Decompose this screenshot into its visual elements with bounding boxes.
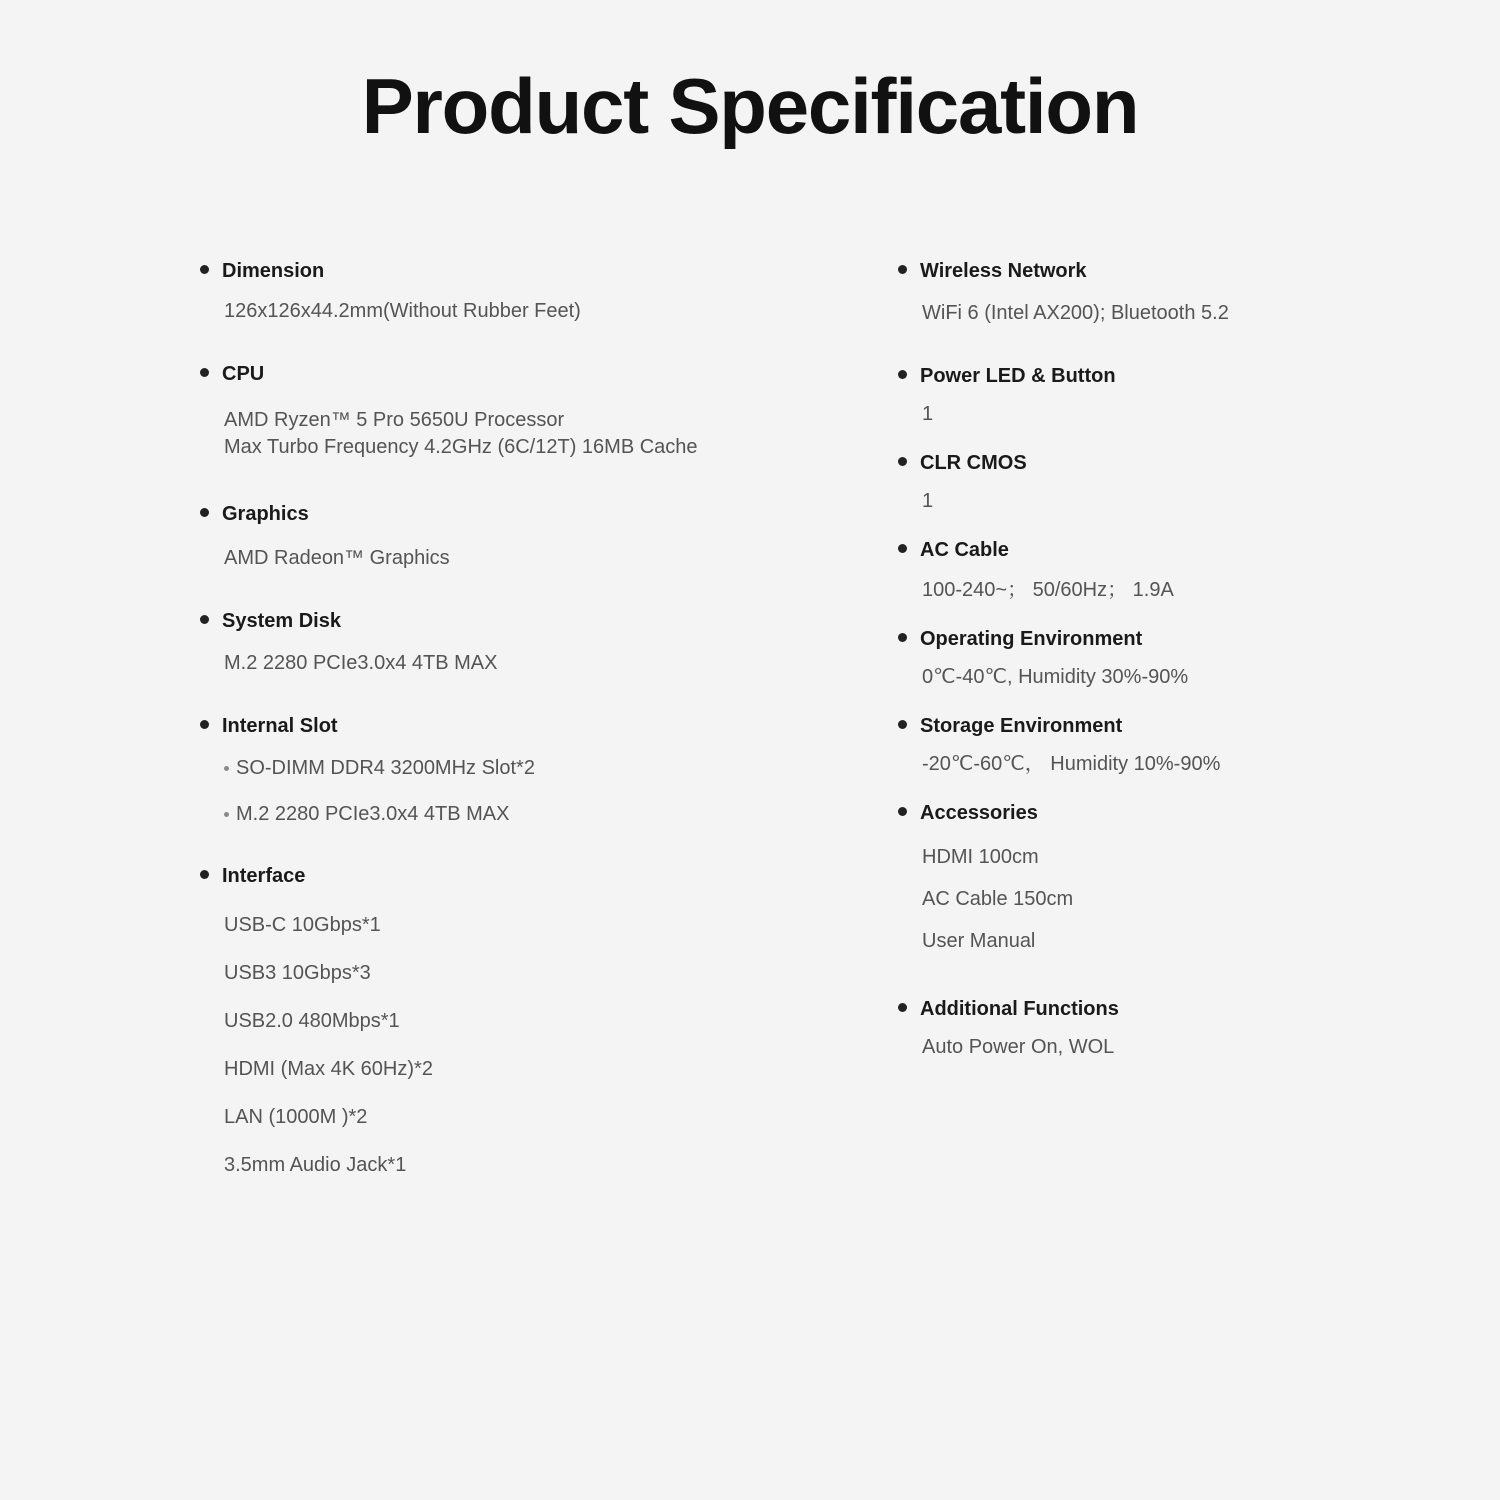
spec-value: USB-C 10Gbps*1 (224, 914, 381, 936)
spec-label-text: Dimension (222, 260, 325, 282)
spec-item-wireless-network (890, 258, 1500, 329)
bullet-icon (898, 633, 907, 642)
spec-value: HDMI 100cm (922, 846, 1039, 868)
spec-column-left (0, 258, 740, 1203)
spec-item-system-disk (192, 608, 740, 679)
spec-value: AMD Radeon™ Graphics (224, 547, 450, 569)
spec-label (890, 258, 1500, 284)
bullet-icon (200, 615, 209, 624)
spec-item-interface (192, 863, 740, 1175)
spec-sub-value (224, 753, 740, 783)
spec-label-text: Interface (222, 865, 306, 887)
sub-bullet-icon (224, 812, 229, 817)
spec-value: User Manual (922, 930, 1036, 952)
spec-value: M.2 2280 PCIe3.0x4 4TB MAX (224, 652, 498, 674)
spec-values (890, 836, 1500, 962)
spec-value: USB3 10Gbps*3 (224, 962, 371, 984)
spec-label (890, 450, 1500, 476)
sub-bullet-icon (224, 766, 229, 771)
spec-values (192, 753, 740, 829)
spec-values (890, 662, 1500, 693)
spec-label (192, 608, 740, 634)
spec-values (192, 407, 740, 461)
bullet-icon (200, 508, 209, 517)
spec-label (192, 501, 740, 527)
bullet-icon (200, 720, 209, 729)
spec-value: 0℃-40℃, Humidity 30%-90% (922, 666, 1189, 688)
bullet-icon (898, 1003, 907, 1012)
spec-values (890, 575, 1500, 606)
spec-label-text: Graphics (222, 503, 309, 525)
spec-value: Max Turbo Frequency 4.2GHz (6C/12T) 16MB Cache (224, 436, 698, 458)
spec-label (890, 800, 1500, 826)
spec-columns (0, 258, 1500, 1203)
spec-label-text: Additional Functions (920, 998, 1119, 1020)
bullet-icon (898, 370, 907, 379)
spec-item-additional-functions (890, 996, 1500, 1063)
spec-value: HDMI (Max 4K 60Hz)*2 (224, 1058, 433, 1080)
spec-value: 100-240~； 50/60Hz； 1.9A (922, 579, 1174, 601)
spec-item-accessories (890, 800, 1500, 962)
spec-label-text: AC Cable (920, 539, 1009, 561)
spec-values (192, 915, 740, 1175)
spec-label (192, 258, 740, 284)
spec-sub-value-text: SO-DIMM DDR4 3200MHz Slot*2 (236, 757, 535, 779)
spec-item-graphics (192, 501, 740, 574)
spec-label (890, 537, 1500, 563)
spec-item-clr-cmos (890, 450, 1500, 517)
spec-values (890, 298, 1500, 329)
spec-item-dimension (192, 258, 740, 327)
spec-item-storage-environment (890, 713, 1500, 780)
spec-sub-value-text: M.2 2280 PCIe3.0x4 4TB MAX (236, 803, 510, 825)
spec-values (192, 296, 740, 327)
spec-label (890, 996, 1500, 1022)
spec-item-internal-slot (192, 713, 740, 829)
spec-value: AC Cable 150cm (922, 888, 1074, 910)
spec-label-text: CLR CMOS (920, 452, 1027, 474)
bullet-icon (200, 870, 209, 879)
spec-item-ac-cable (890, 537, 1500, 606)
bullet-icon (898, 720, 907, 729)
spec-values (890, 486, 1500, 517)
spec-value: Auto Power On, WOL (922, 1036, 1115, 1058)
spec-values (192, 648, 740, 679)
bullet-icon (200, 368, 209, 377)
bullet-icon (898, 265, 907, 274)
spec-column-right (740, 258, 1500, 1203)
spec-item-operating-environment (890, 626, 1500, 693)
spec-value: WiFi 6 (Intel AX200); Bluetooth 5.2 (922, 302, 1229, 324)
bullet-icon (200, 265, 209, 274)
spec-label-text: Wireless Network (920, 260, 1087, 282)
spec-sub-value (224, 799, 740, 829)
spec-value: LAN (1000M )*2 (224, 1106, 368, 1128)
page-title: Product Specification (361, 62, 1139, 150)
spec-value: -20℃-60℃， Humidity 10%-90% (922, 753, 1221, 775)
spec-values (890, 749, 1500, 780)
spec-value: 1 (922, 490, 934, 512)
spec-label (192, 361, 740, 387)
spec-value: 126x126x44.2mm(Without Rubber Feet) (224, 300, 581, 322)
spec-label-text: System Disk (222, 610, 341, 632)
spec-label-text: CPU (222, 363, 265, 385)
spec-item-power-led-button (890, 363, 1500, 430)
spec-label-text: Accessories (920, 802, 1038, 824)
spec-label-text: Internal Slot (222, 715, 338, 737)
spec-value: USB2.0 480Mbps*1 (224, 1010, 400, 1032)
spec-value: AMD Ryzen™ 5 Pro 5650U Processor (224, 409, 565, 431)
spec-value: 3.5mm Audio Jack*1 (224, 1154, 407, 1176)
spec-label-text: Operating Environment (920, 628, 1143, 650)
spec-label (890, 363, 1500, 389)
spec-label-text: Power LED & Button (920, 365, 1116, 387)
spec-label (890, 713, 1500, 739)
spec-values (890, 399, 1500, 430)
bullet-icon (898, 544, 907, 553)
spec-label (192, 863, 740, 889)
bullet-icon (898, 807, 907, 816)
spec-label (890, 626, 1500, 652)
spec-label (192, 713, 740, 739)
spec-values (890, 1032, 1500, 1063)
spec-item-cpu (192, 361, 740, 461)
bullet-icon (898, 457, 907, 466)
spec-label-text: Storage Environment (920, 715, 1123, 737)
spec-values (192, 543, 740, 574)
spec-value: 1 (922, 403, 934, 425)
